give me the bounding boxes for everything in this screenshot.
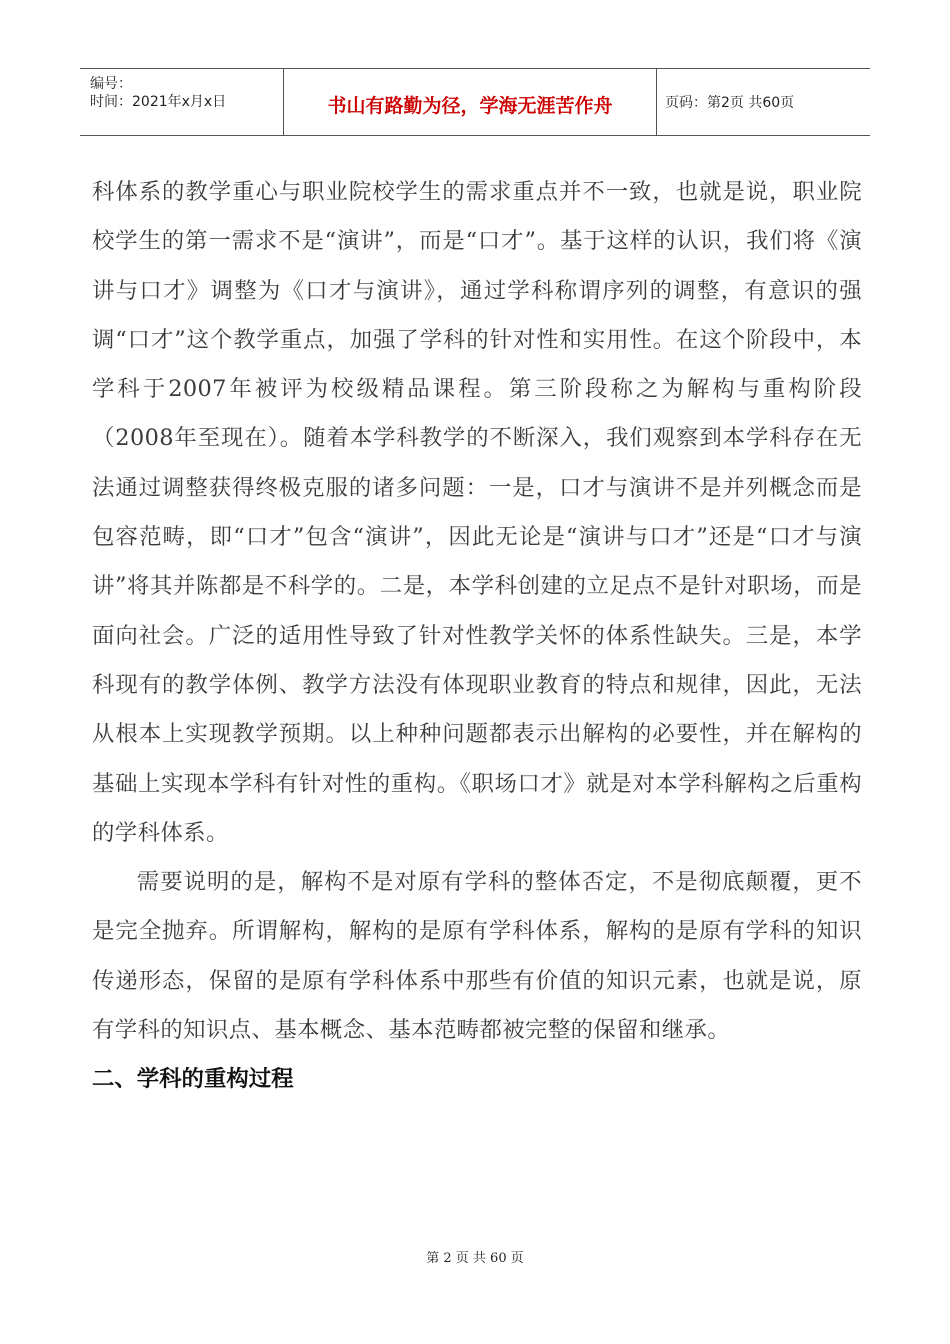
- document-body: [92, 168, 862, 1105]
- body-paragraph-2: 需要说明的是，解构不是对原有学科的整体否定，不是彻底颠覆，更不是完全抛弃。所谓解构，解构的是原有学科体系，解构的是原有学科的知识传递形态，保留的是原有学科体系中那些有价值的知识元素，也就是说，原有学科的知识点、基本概念、基本范畴都被完整的保留和继承。: [92, 869, 862, 1044]
- document-number-label: 编号：: [90, 76, 132, 92]
- header-motto: 书山有路勤为径，学海无涯苦作舟: [283, 69, 657, 135]
- section-heading: 二、学科的重构过程: [92, 1066, 294, 1093]
- header-page-info: 页码：第2页 共60页: [665, 95, 795, 111]
- header-meta: [80, 69, 283, 135]
- page-header: [80, 68, 870, 136]
- body-paragraph-1: 科体系的教学重心与职业院校学生的需求重点并不一致，也就是说，职业院校学生的第一需求不是“演讲”，而是“口才”。基于这样的认识，我们将《演讲与口才》调整为《口才与演讲》，通过学科称谓序列的调整，有意识的强调“口才”这个教学重点，加强了学科的针对性和实用性。在这个阶段中，本学科于2007年被评为校级精品课程。第三阶段称之为解构与重构阶段（2008年至现在）。随着本学科教学的不断深入，我们观察到本学科存在无法通过调整获得终极克服的诸多问题：一是，口才与演讲不是并列概念而是包容范畴，即“口才”包含“演讲”，因此无论是“演讲与口才”还是“口才与演讲”将其并陈都是不科学的。二是，本学科创建的立足点不是针对职场，而是面向社会。广泛的适用性导致了针对性教学关怀的体系性缺失。三是，本学科现有的教学体例、教学方法没有体现职业教育的特点和规律，因此，无法从根本上实现教学预期。以上种种问题都表示出解构的必要性，并在解构的基础上实现本学科有针对性的重构。《职场口才》就是对本学科解构之后重构的学科体系。: [92, 179, 862, 846]
- page-footer: 第 2 页 共 60 页: [426, 1251, 524, 1266]
- document-date: 时间：2021年x月x日: [90, 94, 227, 110]
